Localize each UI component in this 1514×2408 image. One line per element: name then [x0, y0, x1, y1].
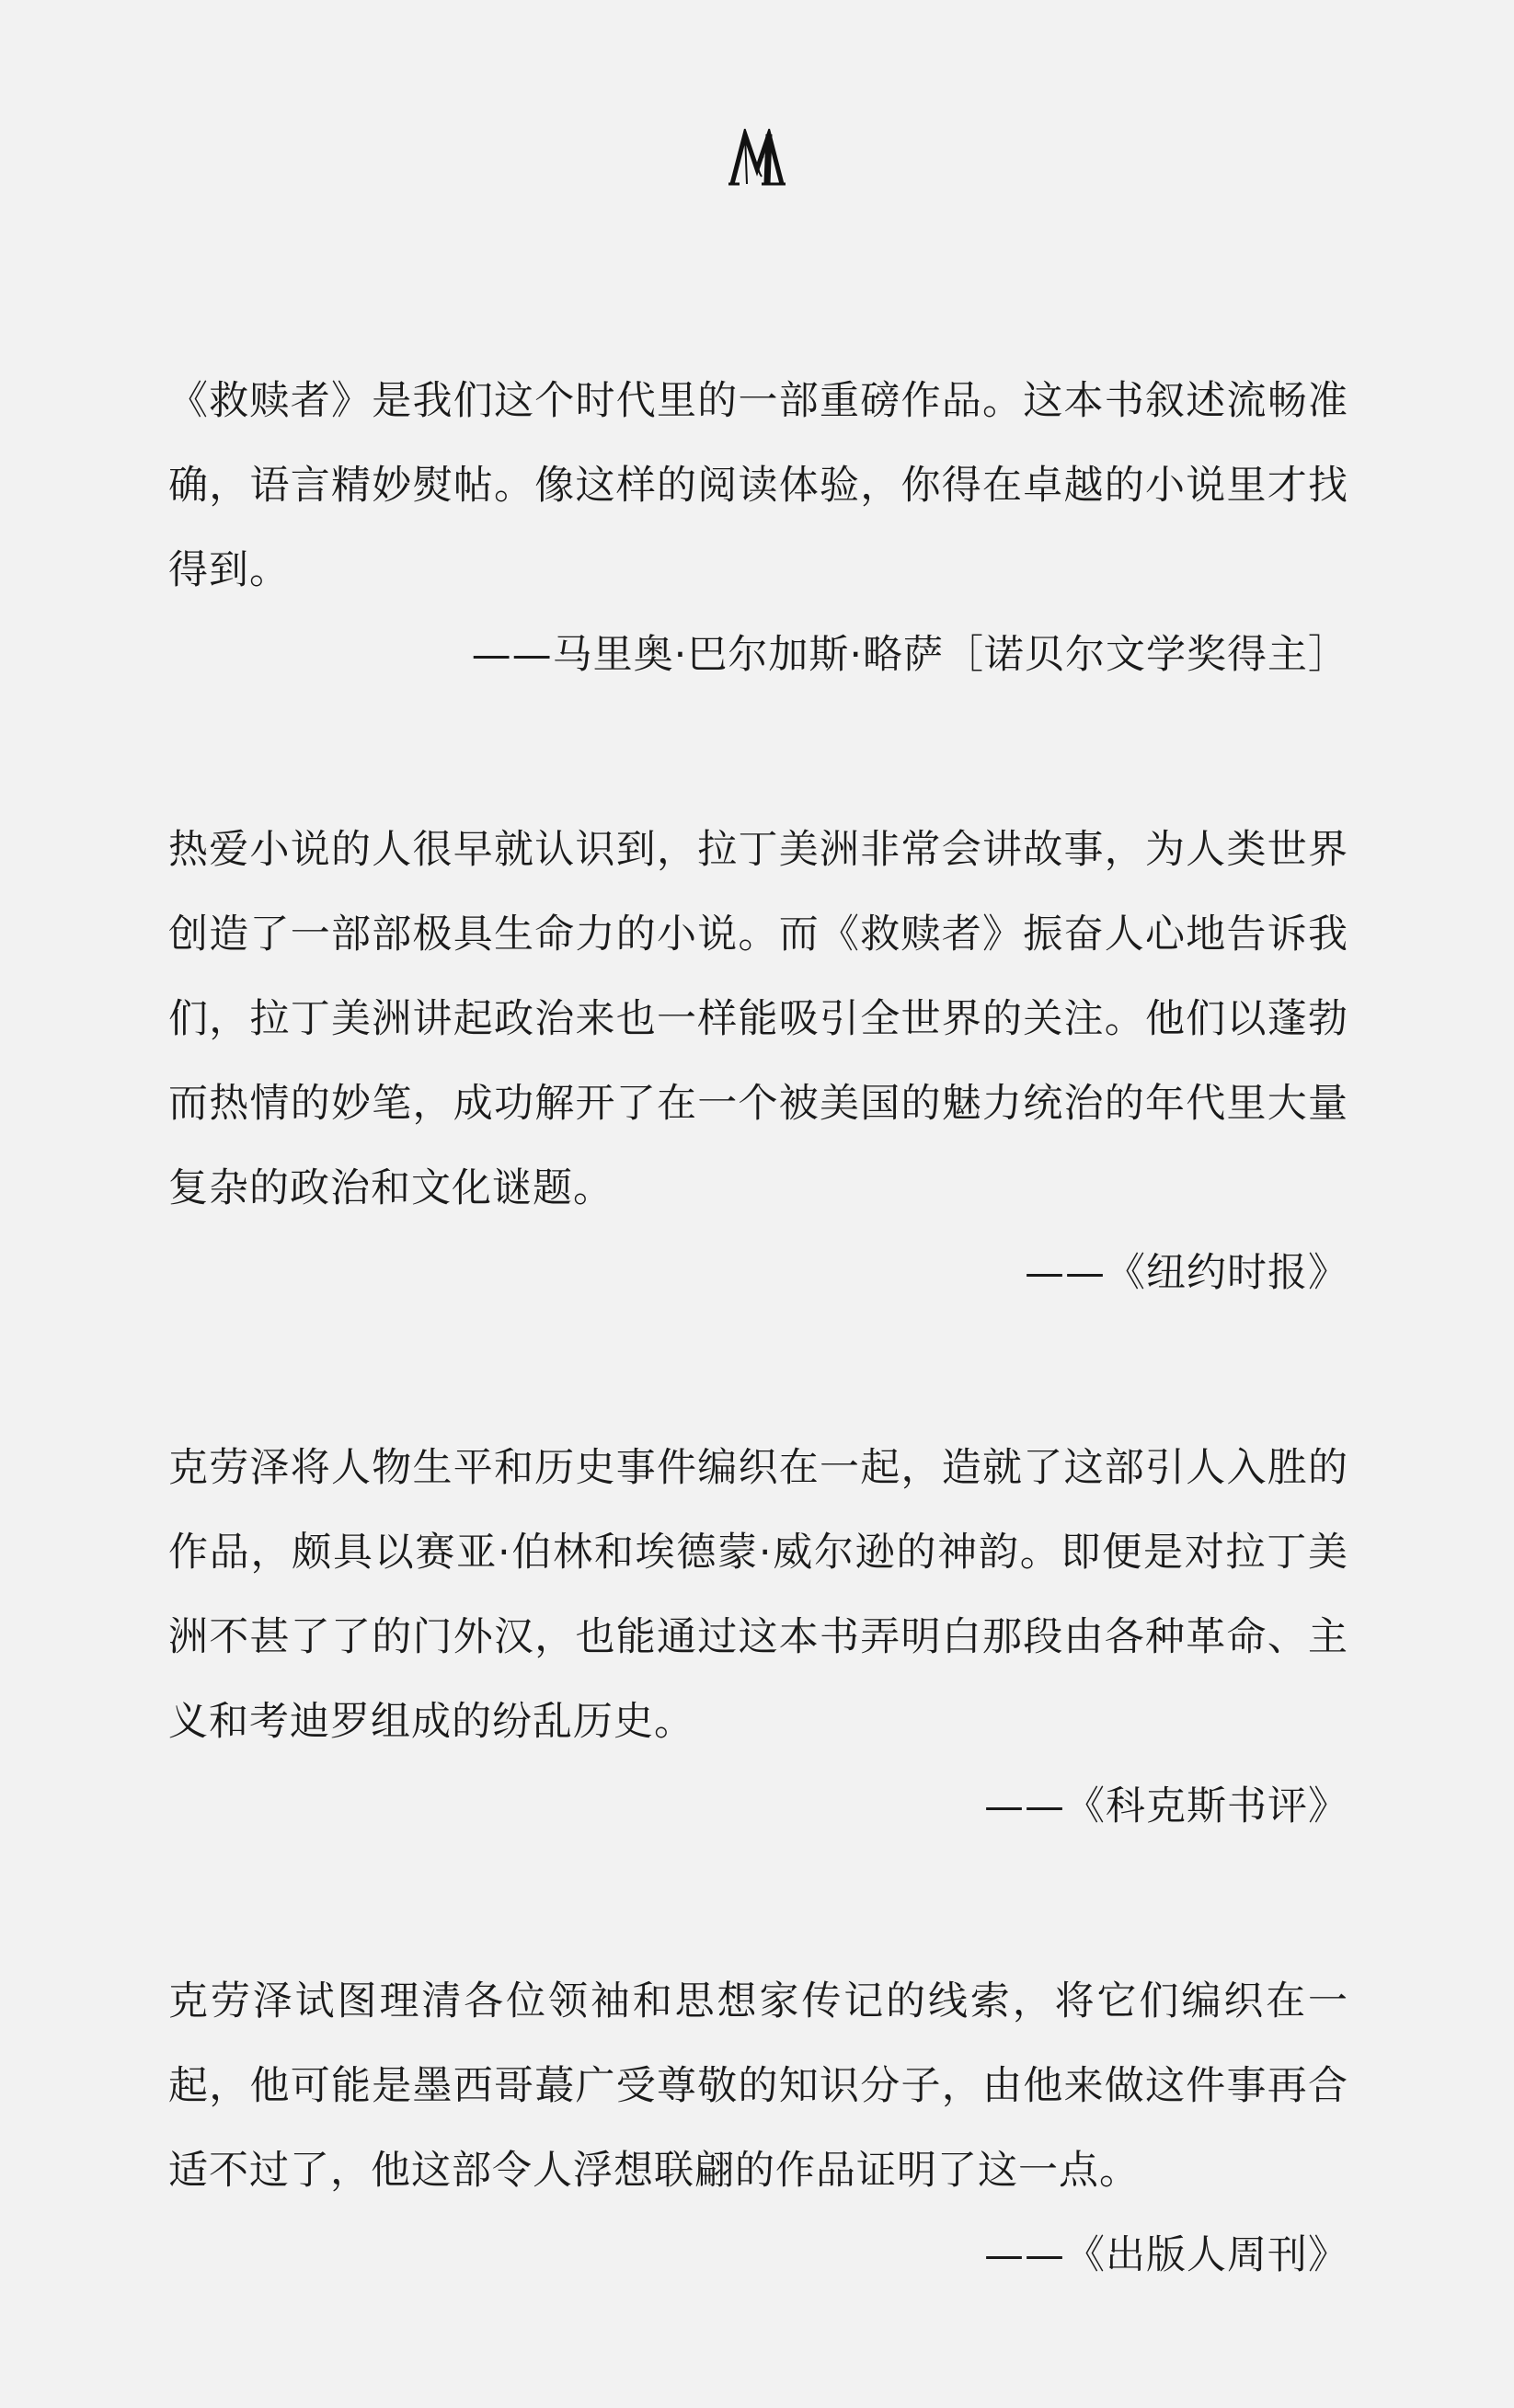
review-source: ——《出版人周刊》 [984, 2232, 1348, 2278]
reviews-list [168, 359, 1348, 2408]
review-quote: 热爱小说的人很早就认识到，拉丁美洲非常会讲故事，为人类世界创造了一部部极具生命力的小说。而《救赎者》振奋人心地告诉我们，拉丁美洲讲起政治来也一样能吸引全世界的关注。他们以蓬勃而热情的妙笔，成功解开了在一个被美国的魅力统治的年代里大量复杂的政治和文化谜题。 [168, 827, 1348, 1211]
review-quote: 《救赎者》是我们这个时代里的一部重磅作品。这本书叙述流畅准确，语言精妙熨帖。像这样的阅读体验，你得在卓越的小说里才找得到。 [168, 378, 1348, 593]
review-source: ——《纽约时报》 [1025, 1250, 1348, 1296]
review-item [168, 1426, 1348, 1849]
review-item [168, 808, 1348, 1315]
publisher-logo [0, 129, 1514, 193]
review-item [168, 1959, 1348, 2298]
review-source: ——《科克斯书评》 [984, 1783, 1348, 1829]
review-source: ——马里奥·巴尔加斯·略萨［诺贝尔文学奖得主］ [471, 632, 1348, 678]
logo-m-icon [727, 129, 787, 189]
review-quote: 克劳泽将人物生平和历史事件编织在一起，造就了这部引人入胜的作品，颇具以赛亚·伯林和埃德蒙·威尔逊的神韵。即便是对拉丁美洲不甚了了的门外汉，也能通过这本书弄明白那段由各种革命、主义和考迪罗组成的纷乱历史。 [168, 1445, 1348, 1745]
review-item [168, 359, 1348, 697]
review-quote: 克劳泽试图理清各位领袖和思想家传记的线索，将它们编织在一起，他可能是墨西哥蕞广受尊敬的知识分子，由他来做这件事再合适不过了，他这部令人浮想联翩的作品证明了这一点。 [168, 1978, 1348, 2194]
